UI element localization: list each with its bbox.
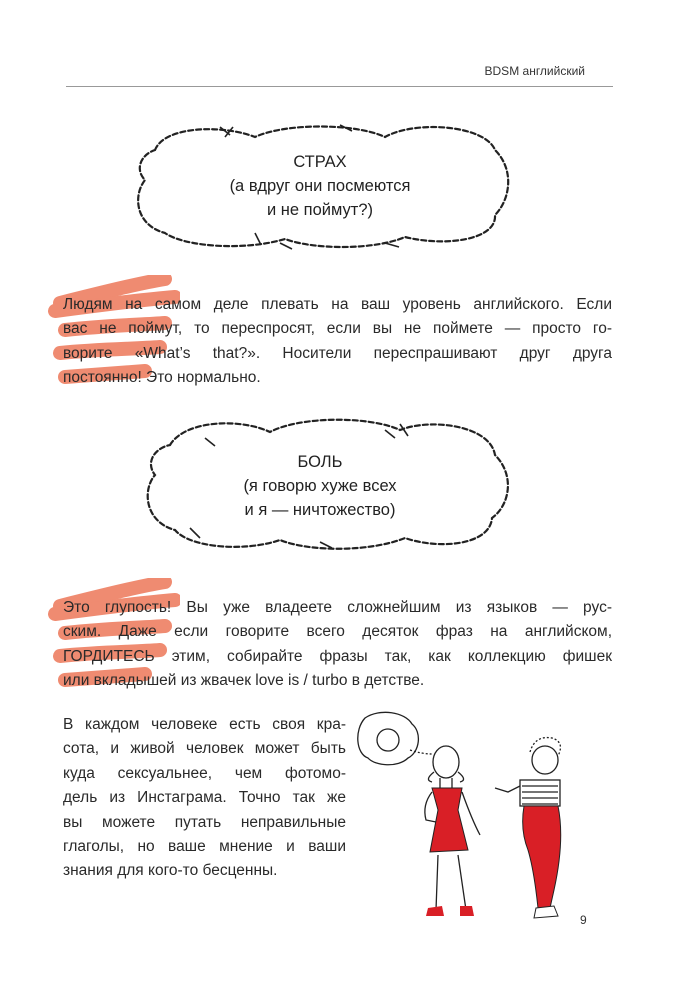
cloud1-line: (а вдруг они посмеются: [229, 177, 411, 195]
cloud1-title: СТРАХ: [293, 153, 347, 171]
cloud2-line: (я говорю хуже всех: [243, 477, 397, 495]
text-line: Людям на самом деле плевать на ваш уровень английского. Если: [63, 296, 612, 313]
text-line: сота, и живой человек может быть: [63, 740, 346, 758]
running-header: BDSM английский: [484, 64, 585, 78]
text-line: ГОРДИТЕСЬ этим, собирайте фразы так, как коллекцию фишек: [63, 647, 612, 665]
text-line: дель из Инстаграма. Точно так же: [63, 789, 346, 807]
header-divider: [66, 86, 613, 87]
paragraph-1: [63, 293, 612, 391]
text-line: глаголы, но ваше мнение и ваши: [63, 838, 346, 856]
text-line: знания для кого-то бесценны.: [63, 862, 278, 880]
cloud2-title: БОЛЬ: [297, 453, 343, 471]
text-line: вас не поймут, то переспросят, если вы не поймете — просто го-: [63, 320, 612, 338]
cloud2-text: [200, 450, 440, 522]
cloud1-text: [200, 150, 440, 222]
paragraph-2: [63, 596, 612, 694]
cloud2-line: и я — ничтожество): [244, 501, 396, 519]
text-line: В каждом человеке есть своя кра-: [63, 716, 346, 733]
text-line: Это глупость! Вы уже владеете сложнейшим из языков — рус-: [63, 599, 612, 616]
text-line: ворите «What’s that?». Носители переспрашивают друг друга: [63, 344, 612, 362]
text-line: постоянно! Это нормально.: [63, 369, 261, 387]
text-line: вы можете путать неправильные: [63, 813, 346, 831]
red-dress: [430, 788, 468, 852]
text-line: или вкладышей из жвачек love is / turbo в детстве.: [63, 672, 425, 690]
text-line: куда сексуальнее, чем фотомо-: [63, 764, 346, 782]
text-line: ским. Даже если говорите всего десяток фраз на английском,: [63, 623, 612, 641]
red-trousers: [523, 806, 561, 908]
two-women-illustration: [340, 710, 580, 930]
paragraph-3: [63, 713, 346, 884]
page-number: 9: [580, 913, 587, 927]
cloud1-line: и не поймут?): [266, 201, 373, 219]
